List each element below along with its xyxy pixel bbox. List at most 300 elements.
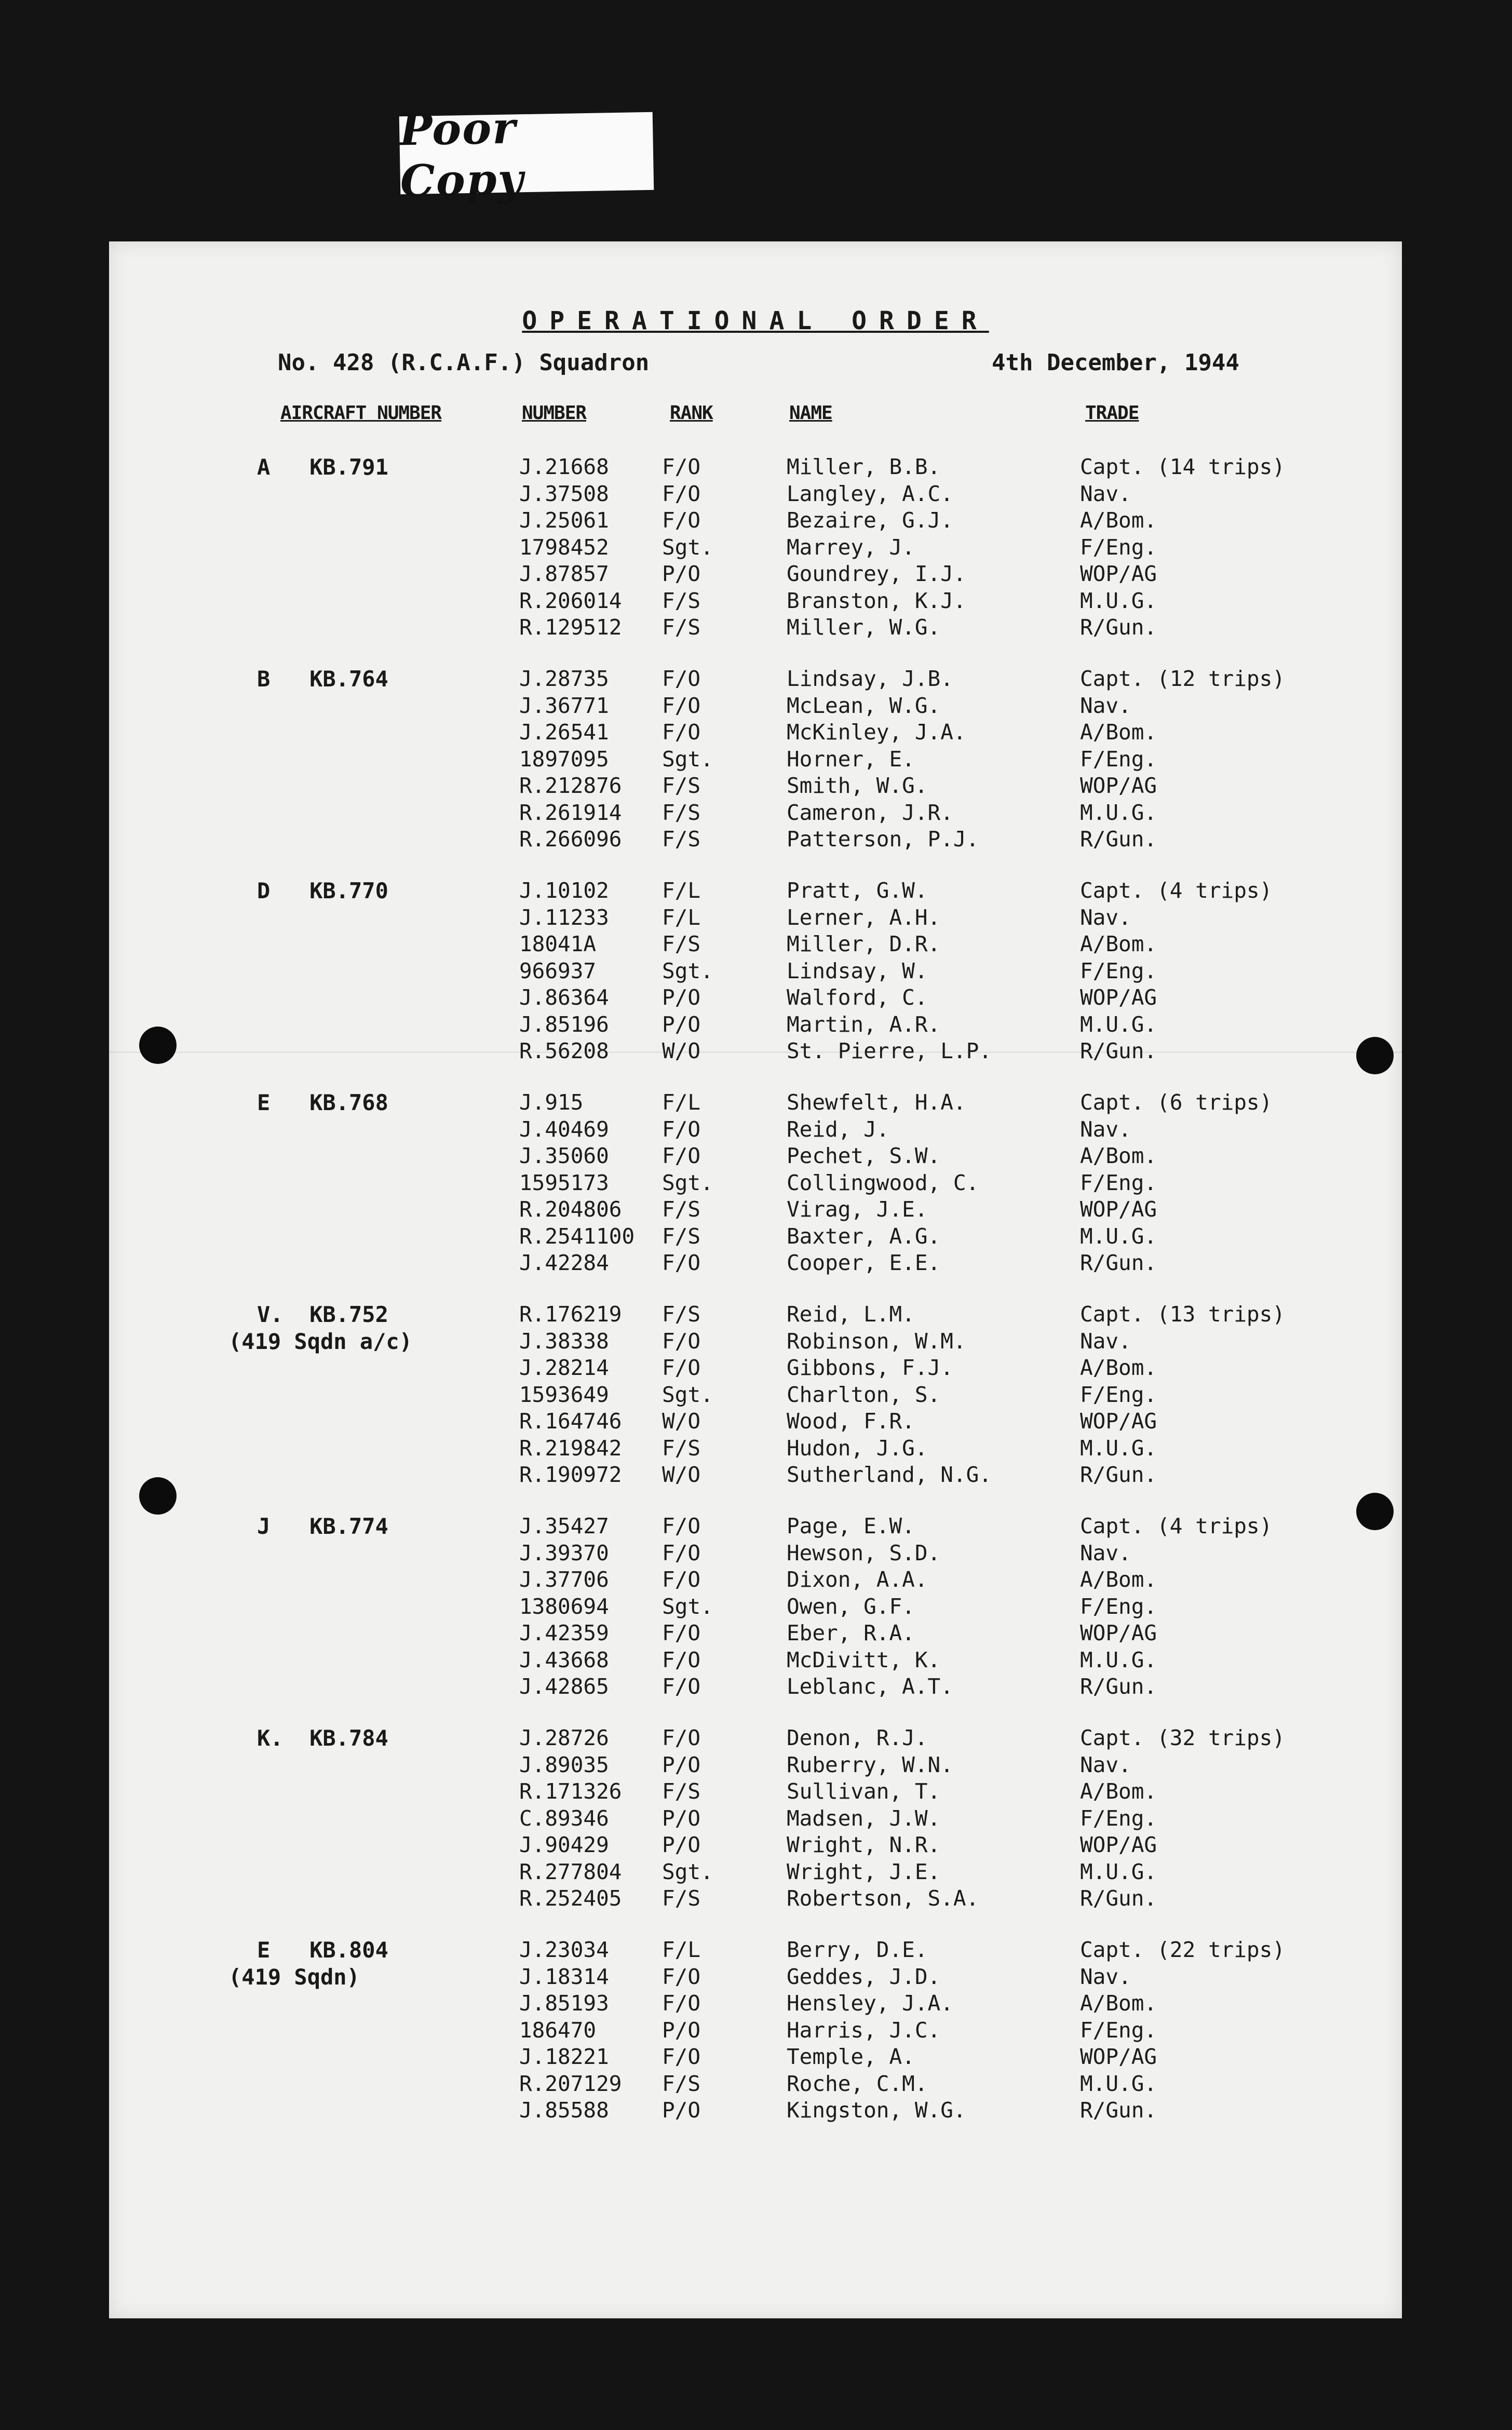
crew-name: Smith, W.G. [787,773,928,798]
service-number: J.26541 [519,720,609,745]
crew-rank: P/O [662,1752,701,1777]
service-number: J.86364 [519,985,609,1010]
crew-row [109,1197,1402,1224]
service-number: J.21668 [519,454,609,479]
service-number: J.18221 [519,2044,609,2069]
service-number: R.164746 [519,1409,622,1434]
service-number: J.85193 [519,1991,609,2016]
crew-rank: F/O [662,1991,701,2016]
aircraft-id: E KB.804 [257,1937,388,1963]
service-number: J.28735 [519,666,609,691]
crew-trade: F/Eng. [1080,746,1157,772]
crew-trade: R/Gun. [1080,827,1157,852]
crew-row [109,985,1402,1012]
crew-rank: P/O [662,2098,701,2123]
crew-rank: F/S [662,1223,701,1249]
service-number: J.87857 [519,561,609,586]
crew-row [109,1859,1402,1886]
crew-trade: Nav. [1080,1752,1131,1777]
crew-name: Bezaire, G.J. [787,508,953,533]
service-number: 1380694 [519,1594,609,1619]
crew-row [109,1224,1402,1251]
crew-trade: Capt. (13 trips) [1080,1302,1285,1327]
crew-trade: WOP/AG [1080,773,1157,798]
crew-rank: F/S [662,932,701,956]
crew-row [109,1779,1402,1806]
crew-rank: W/O [662,1038,701,1063]
crew-rank: Sgt. [662,958,713,983]
crew-name: Goundrey, I.J. [787,561,966,586]
crew-trade: F/Eng. [1080,1594,1157,1619]
crew-rank: Sgt. [662,1382,713,1407]
service-number: J.28726 [519,1725,609,1750]
crew-name: Langley, A.C. [787,481,953,506]
service-number: J.23034 [519,1937,609,1962]
crew-name: Cooper, E.E. [787,1250,941,1275]
crew-trade: A/Bom. [1080,1991,1157,2016]
crew-name: Marrey, J. [787,534,915,560]
crew-rank: Sgt. [662,1594,713,1619]
crew-name: Geddes, J.D. [787,1964,941,1989]
crew-row [109,1514,1402,1541]
crew-row [109,1806,1402,1833]
service-number: J.85196 [519,1011,609,1037]
service-number: J.35060 [519,1143,609,1168]
crew-row [109,1329,1402,1356]
crew-rank: F/O [662,1143,701,1168]
crew-row [109,1991,1402,2018]
squadron-line: No. 428 (R.C.A.F.) Squadron [278,349,650,376]
service-number: J.38338 [519,1328,609,1354]
crew-trade: Capt. (6 trips) [1080,1090,1273,1115]
crew-name: Wood, F.R. [787,1409,915,1434]
crew-row [109,1409,1402,1436]
crew-row [109,588,1402,615]
service-number: R.219842 [519,1435,622,1461]
crew-trade: F/Eng. [1080,534,1157,560]
crew-name: Denon, R.J. [787,1725,928,1750]
crew-row [109,1382,1402,1409]
crew-trade: Nav. [1080,1964,1131,1989]
crew-row [109,932,1402,959]
crew-trade: Capt. (14 trips) [1080,454,1285,479]
crew-row [109,2071,1402,2098]
crew-trade: F/Eng. [1080,958,1157,983]
service-number: J.25061 [519,508,609,533]
crew-name: Patterson, P.J. [787,827,979,852]
crew-name: Hewson, S.D. [787,1540,941,1565]
poor-copy-label [399,102,654,207]
crew-row [109,1250,1402,1277]
service-number: J.37706 [519,1567,609,1592]
crew-trade: WOP/AG [1080,1197,1157,1222]
crew-trade: Nav. [1080,1328,1131,1354]
crew-name: Lerner, A.H. [787,905,941,930]
crew-name: Sullivan, T. [787,1779,941,1804]
crew-name: Charlton, S. [787,1382,941,1407]
aircraft-id: V. KB.752 [257,1302,388,1327]
crew-name: Roche, C.M. [787,2071,928,2096]
crew-name: Miller, B.B. [787,454,941,479]
crew-name: Horner, E. [787,746,915,772]
crew-trade: Capt. (32 trips) [1080,1725,1285,1750]
crew-name: St. Pierre, L.P. [787,1038,992,1063]
crew-row [109,1567,1402,1594]
crew-trade: Capt. (12 trips) [1080,666,1285,691]
crew-trade: R/Gun. [1080,1250,1157,1275]
service-number: R.277804 [519,1859,622,1884]
service-number: J.11233 [519,905,609,930]
crew-name: Baxter, A.G. [787,1223,941,1249]
crew-rank: P/O [662,985,701,1010]
crew-trade: Capt. (22 trips) [1080,1937,1285,1962]
crew-rank: F/O [662,508,701,533]
aircraft-id: B KB.764 [257,666,388,692]
crew-trade: WOP/AG [1080,1409,1157,1434]
service-number: J.36771 [519,693,609,718]
crew-rank: F/S [662,1302,701,1327]
crew-rank: F/O [662,1567,701,1592]
crew-trade: Nav. [1080,905,1131,930]
service-number: C.89346 [519,1805,609,1831]
service-number: R.266096 [519,827,622,852]
crew-trade: M.U.G. [1080,1435,1157,1461]
crew-rank: F/O [662,1621,701,1645]
service-number: 1897095 [519,746,609,772]
crew-rank: F/S [662,827,701,852]
crew-trade: M.U.G. [1080,1011,1157,1037]
crew-rank: F/S [662,588,701,613]
crew-rank: F/S [662,773,701,798]
crew-rank: F/O [662,1647,701,1672]
crew-row [109,693,1402,720]
crew-rank: F/O [662,1725,701,1750]
crew-trade: Nav. [1080,1540,1131,1565]
crew-rank: F/O [662,454,701,479]
crew-trade: M.U.G. [1080,2071,1157,2096]
crew-row [109,1725,1402,1752]
service-number: J.42865 [519,1674,609,1699]
crew-name: Walford, C. [787,985,928,1010]
crew-row [109,561,1402,588]
crew-trade: M.U.G. [1080,1223,1157,1249]
crew-name: Robertson, S.A. [787,1886,979,1911]
crew-trade: F/Eng. [1080,1170,1157,1195]
service-number: 1798452 [519,534,609,560]
crew-name: Harris, J.C. [787,2017,941,2043]
crew-trade: M.U.G. [1080,1647,1157,1672]
service-number: J.42284 [519,1250,609,1275]
crew-rank: F/S [662,800,701,825]
crew-rank: F/O [662,693,701,718]
crew-row [109,827,1402,854]
crew-name: Collingwood, C. [787,1170,979,1195]
crew-name: Hudon, J.G. [787,1435,928,1461]
crew-row [109,905,1402,932]
crew-rank: F/S [662,1197,701,1222]
document-page [109,241,1402,2318]
crew-rank: F/L [662,905,701,930]
crew-trade: M.U.G. [1080,800,1157,825]
crew-name: Leblanc, A.T. [787,1674,953,1699]
crew-row [109,2098,1402,2125]
crew-name: McKinley, J.A. [787,720,966,745]
aircraft-id: A KB.791 [257,454,388,480]
crew-name: Dixon, A.A. [787,1567,928,1592]
service-number: J.85588 [519,2098,609,2123]
crew-name: Miller, W.G. [787,615,941,640]
service-number: J.90429 [519,1832,609,1857]
aircraft-id: K. KB.784 [257,1725,388,1751]
crew-name: Pechet, S.W. [787,1143,941,1168]
crew-row [109,959,1402,986]
service-number: 1593649 [519,1382,609,1407]
crew-trade: F/Eng. [1080,2017,1157,2043]
crew-trade: Capt. (4 trips) [1080,878,1273,903]
crew-row [109,1674,1402,1701]
service-number: R.56208 [519,1038,609,1063]
service-number: J.40469 [519,1116,609,1142]
crew-name: McLean, W.G. [787,693,941,718]
crew-row [109,1012,1402,1039]
crew-name: Cameron, J.R. [787,800,953,825]
crew-name: Martin, A.R. [787,1011,941,1037]
crew-rank: P/O [662,2017,701,2043]
service-number: R.129512 [519,615,622,640]
crew-rank: Sgt. [662,746,713,772]
crew-trade: Nav. [1080,1116,1131,1142]
crew-row [109,535,1402,562]
aircraft-note: (419 Sqdn) [228,1964,360,1990]
crew-trade: A/Bom. [1080,1355,1157,1380]
service-number: R.206014 [519,588,622,613]
crew-name: Reid, J. [787,1116,889,1142]
crew-rank: F/L [662,1090,701,1115]
crew-trade: Capt. (4 trips) [1080,1514,1273,1538]
service-number: 18041A [519,932,597,956]
poor-copy-text: Poor Copy [399,102,525,207]
crew-name: Madsen, J.W. [787,1805,941,1831]
crew-rank: P/O [662,561,701,586]
crew-rank: P/O [662,1805,701,1831]
crew-row [109,1355,1402,1382]
crew-row [109,1621,1402,1648]
service-number: J.37508 [519,481,609,506]
crew-trade: R/Gun. [1080,1674,1157,1699]
crew-rank: F/L [662,878,701,903]
crew-name: Hensley, J.A. [787,1991,953,2016]
crew-trade: M.U.G. [1080,1859,1157,1884]
crew-name: Robinson, W.M. [787,1328,966,1354]
crew-rank: F/O [662,481,701,506]
crew-row [109,1462,1402,1489]
service-number: R.207129 [519,2071,622,2096]
crew-rank: W/O [662,1409,701,1434]
crew-trade: F/Eng. [1080,1805,1157,1831]
service-number: R.176219 [519,1302,622,1327]
crew-rank: P/O [662,1832,701,1857]
crew-trade: Nav. [1080,481,1131,506]
crew-row [109,1964,1402,1991]
aircraft-id: D KB.770 [257,878,388,903]
service-number: R.171326 [519,1779,622,1804]
crew-rank: F/O [662,666,701,691]
service-number: R.2541100 [519,1223,635,1249]
crew-name: Kingston, W.G. [787,2098,966,2123]
crew-trade: WOP/AG [1080,561,1157,586]
aircraft-id: E KB.768 [257,1090,388,1115]
header-trade: TRADE [1085,402,1139,424]
crew-trade: Nav. [1080,693,1131,718]
crew-row [109,1170,1402,1197]
service-number: R.190972 [519,1462,622,1487]
crew-row [109,481,1402,508]
crew-rank: F/S [662,1886,701,1911]
aircraft-note: (419 Sqdn a/c) [228,1329,413,1354]
crew-rank: F/O [662,1540,701,1565]
service-number: J.35427 [519,1514,609,1538]
service-number: J.915 [519,1090,584,1115]
crew-rank: F/O [662,1514,701,1538]
crew-trade: A/Bom. [1080,1143,1157,1168]
header-number: NUMBER [522,402,587,424]
crew-rank: Sgt. [662,1170,713,1195]
crew-name: Temple, A. [787,2044,915,2069]
service-number: J.42359 [519,1621,609,1645]
crew-row [109,1302,1402,1329]
service-number: 1595173 [519,1170,609,1195]
crew-trade: WOP/AG [1080,985,1157,1010]
crew-row [109,1436,1402,1463]
header-name: NAME [789,402,832,424]
crew-name: Lindsay, W. [787,958,928,983]
crew-trade: WOP/AG [1080,1621,1157,1645]
crew-trade: M.U.G. [1080,588,1157,613]
crew-row [109,800,1402,827]
crew-row [109,615,1402,642]
crew-row [109,878,1402,905]
crew-trade: R/Gun. [1080,1886,1157,1911]
crew-rank: F/O [662,1964,701,1989]
crew-row [109,747,1402,774]
crew-row [109,508,1402,535]
crew-rank: F/S [662,2071,701,2096]
crew-trade: F/Eng. [1080,1382,1157,1407]
crew-trade: R/Gun. [1080,1038,1157,1063]
service-number: J.18314 [519,1964,609,1989]
crew-rank: F/O [662,1328,701,1354]
crew-rank: Sgt. [662,1859,713,1884]
crew-trade: R/Gun. [1080,2098,1157,2123]
crew-rank: F/O [662,1250,701,1275]
service-number: R.204806 [519,1197,622,1222]
crew-rank: F/O [662,1116,701,1142]
crew-trade: A/Bom. [1080,1779,1157,1804]
crew-rank: F/L [662,1937,701,1962]
service-number: J.43668 [519,1647,609,1672]
crew-row [109,720,1402,747]
crew-row [109,1832,1402,1859]
service-number: R.212876 [519,773,622,798]
crew-trade: A/Bom. [1080,508,1157,533]
crew-name: Berry, D.E. [787,1937,928,1962]
crew-row [109,1752,1402,1779]
crew-row [109,2044,1402,2071]
crew-row [109,1117,1402,1144]
crew-name: Reid, L.M. [787,1302,915,1327]
crew-name: Sutherland, N.G. [787,1462,992,1487]
header-aircraft-number: AIRCRAFT NUMBER [280,402,442,424]
crew-name: Wright, J.E. [787,1859,941,1884]
order-date: 4th December, 1944 [992,349,1239,376]
crew-name: Shewfelt, H.A. [787,1090,966,1115]
crew-name: Page, E.W. [787,1514,915,1538]
crew-rank: F/O [662,1355,701,1380]
crew-name: Virag, J.E. [787,1197,928,1222]
aircraft-id: J KB.774 [257,1514,388,1539]
crew-row [109,666,1402,693]
crew-row [109,773,1402,800]
crew-rank: F/O [662,2044,701,2069]
crew-trade: WOP/AG [1080,1832,1157,1857]
service-number: R.261914 [519,800,622,825]
crew-rank: F/S [662,1435,701,1461]
crew-rank: F/S [662,615,701,640]
crew-row [109,1886,1402,1913]
crew-name: Pratt, G.W. [787,878,928,903]
service-number: J.10102 [519,878,609,903]
service-number: J.89035 [519,1752,609,1777]
crew-name: Wright, N.R. [787,1832,941,1857]
service-number: 186470 [519,2017,597,2043]
crew-rank: Sgt. [662,534,713,560]
crew-trade: WOP/AG [1080,2044,1157,2069]
crew-trade: A/Bom. [1080,932,1157,956]
crew-row [109,1038,1402,1065]
service-number: J.28214 [519,1355,609,1380]
crew-trade: A/Bom. [1080,720,1157,745]
crew-row [109,1648,1402,1675]
crew-name: Ruberry, W.N. [787,1752,953,1777]
crew-rank: F/S [662,1779,701,1804]
crew-row [109,1937,1402,1964]
crew-rank: F/O [662,720,701,745]
crew-row [109,1090,1402,1117]
crew-row [109,1143,1402,1170]
crew-rank: W/O [662,1462,701,1487]
crew-trade: R/Gun. [1080,615,1157,640]
crew-name: Branston, K.J. [787,588,966,613]
crew-row [109,1541,1402,1568]
crew-row [109,2018,1402,2045]
crew-name: McDivitt, K. [787,1647,941,1672]
crew-trade: A/Bom. [1080,1567,1157,1592]
crew-row [109,454,1402,481]
service-number: 966937 [519,958,597,983]
crew-rank: P/O [662,1011,701,1037]
crew-name: Miller, D.R. [787,932,941,956]
document-title: OPERATIONAL ORDER [522,306,989,335]
service-number: R.252405 [519,1886,622,1911]
crew-row [109,1594,1402,1621]
service-number: J.39370 [519,1540,609,1565]
crew-name: Eber, R.A. [787,1621,915,1645]
crew-name: Owen, G.F. [787,1594,915,1619]
crew-name: Lindsay, J.B. [787,666,953,691]
crew-name: Gibbons, F.J. [787,1355,953,1380]
crew-rank: F/O [662,1674,701,1699]
crew-trade: R/Gun. [1080,1462,1157,1487]
